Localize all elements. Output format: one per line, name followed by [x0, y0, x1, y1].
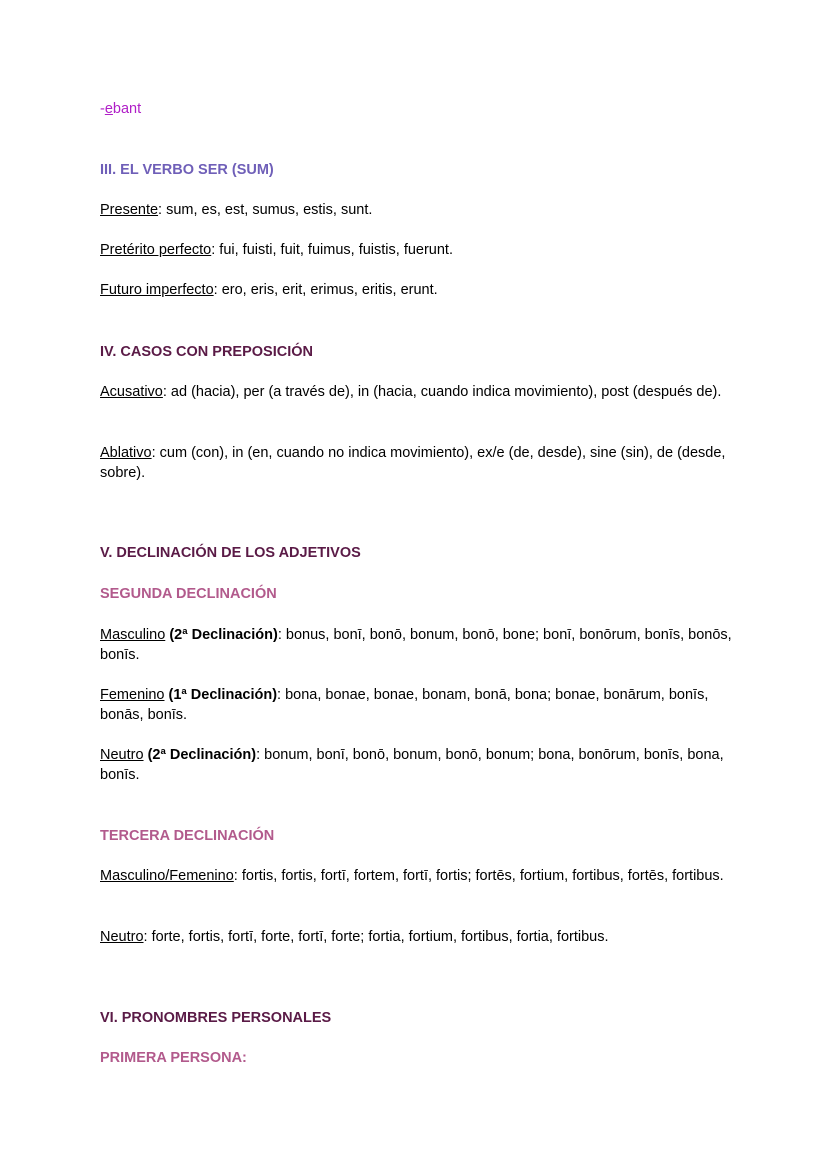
- ebant-ending: [100, 99, 740, 119]
- tercera-mascfem-line: [100, 866, 740, 886]
- segunda-heading: SEGUNDA DECLINACIÓN: [100, 586, 277, 602]
- tercera-mascfem-label: Masculino/Femenino: [100, 868, 234, 884]
- futuro-label: Futuro imperfecto: [100, 282, 214, 298]
- futuro-text: : ero, eris, erit, erimus, eritis, erunt.: [213, 282, 438, 298]
- casos-heading: IV. CASOS CON PREPOSICIÓN: [100, 344, 313, 360]
- tercera-mascfem-text: : fortis, fortis, fortī, fortem, fortī, fortis; fortēs, fortium, fortibus, fortēs, fortibus.: [233, 868, 724, 884]
- primera-persona-heading: PRIMERA PERSONA:: [100, 1050, 247, 1066]
- tercera-neutro-text: : forte, fortis, fortī, forte, fortī, forte; fortia, fortium, fortibus, fortia, fortibus.: [143, 929, 609, 945]
- segunda-femenino-text: : bona, bonae, bonae, bonam, bonā, bona; bonae, bonārum, bonīs, bonās, bonīs.: [100, 687, 709, 723]
- segunda-femenino-line: [100, 685, 740, 725]
- sum-heading: III. EL VERBO SER (SUM): [100, 162, 274, 178]
- pronombres-heading: VI. PRONOMBRES PERSONALES: [100, 1010, 332, 1026]
- acusativo-label: Acusativo: [100, 384, 163, 400]
- acusativo-text: : ad (hacia), per (a través de), in (hacia, cuando indica movimiento), post (después de).: [162, 384, 722, 400]
- segunda-neutro-line: [100, 745, 740, 785]
- ablativo-text: : cum (con), in (en, cuando no indica movimiento), ex/e (de, desde), sine (sin), de (desde, sobre).: [100, 445, 726, 481]
- ebant-rest: bant: [112, 101, 142, 117]
- preterito-text: : fui, fuisti, fuit, fuimus, fuistis, fuerunt.: [211, 242, 453, 258]
- presente-line: [100, 200, 740, 220]
- segunda-neutro-label: Neutro: [100, 747, 144, 763]
- presente-text: : sum, es, est, sumus, estis, sunt.: [158, 202, 373, 218]
- tercera-neutro-line: [100, 927, 740, 947]
- adjetivos-heading: V. DECLINACIÓN DE LOS ADJETIVOS: [100, 545, 361, 561]
- segunda-masculino-line: [100, 625, 740, 665]
- tercera-heading: TERCERA DECLINACIÓN: [100, 828, 275, 844]
- ablativo-line: [100, 443, 740, 483]
- ebant-e: e: [104, 101, 113, 117]
- tercera-neutro-label: Neutro: [100, 929, 144, 945]
- ablativo-label: Ablativo: [100, 445, 152, 461]
- segunda-femenino-decl: (1ª Declinación): [168, 687, 278, 703]
- ebant-dash: -: [100, 101, 105, 117]
- preterito-line: [100, 240, 740, 260]
- acusativo-line: [100, 382, 740, 402]
- futuro-line: [100, 280, 740, 300]
- preterito-label: Pretérito perfecto: [100, 242, 212, 258]
- segunda-masculino-decl: (2ª Declinación): [169, 627, 278, 643]
- segunda-neutro-text: : bonum, bonī, bonō, bonum, bonō, bonum; bona, bonōrum, bonīs, bona, bonīs.: [100, 747, 724, 783]
- presente-label: Presente: [100, 202, 159, 218]
- segunda-masculino-label: Masculino: [100, 627, 166, 643]
- segunda-femenino-label: Femenino: [100, 687, 165, 703]
- segunda-neutro-decl: (2ª Declinación): [147, 747, 257, 763]
- segunda-masculino-text: : bonus, bonī, bonō, bonum, bonō, bone; bonī, bonōrum, bonīs, bonōs, bonīs.: [100, 627, 732, 663]
